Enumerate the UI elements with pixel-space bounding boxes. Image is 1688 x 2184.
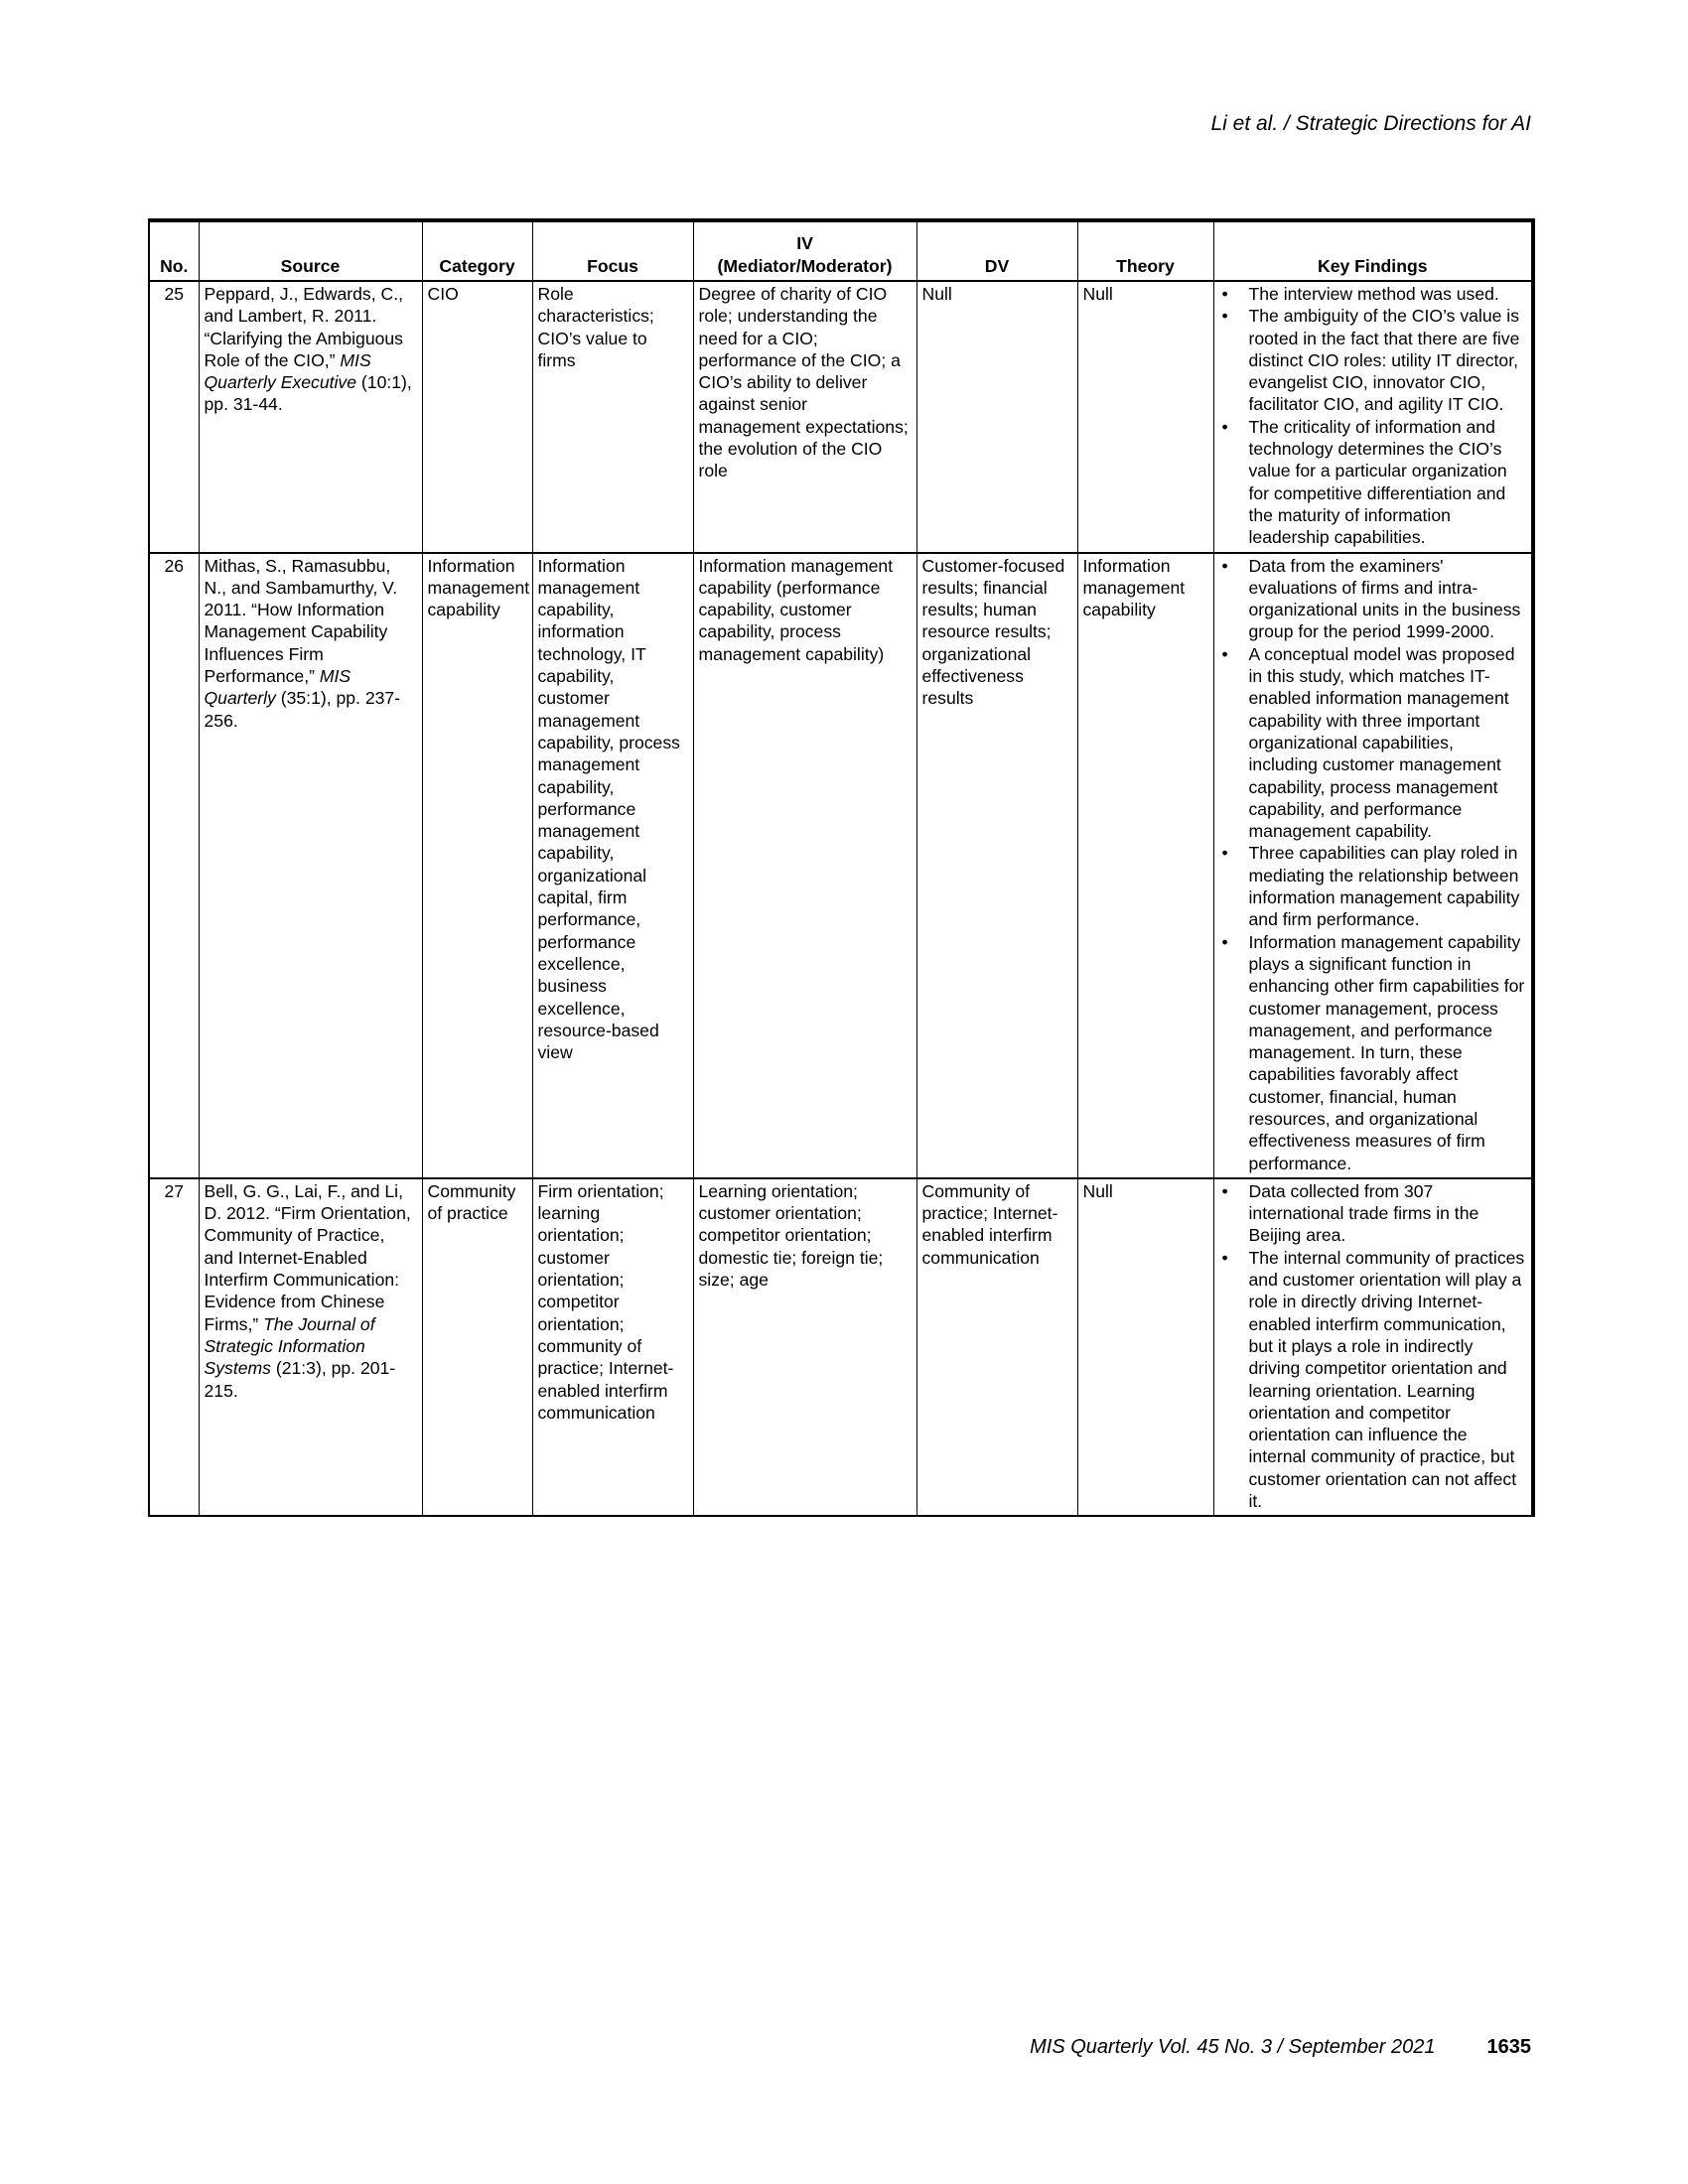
cell-iv: Learning orientation; customer orientation; competitor orientation; domestic tie; foreign tie; size; age <box>693 1178 916 1516</box>
finding-item: • Data from the examiners' evaluations of firms and intra-organizational units in the business group for the period 1999-2000. <box>1219 555 1527 643</box>
cell-key-findings <box>1213 553 1533 1178</box>
cell-dv: Null <box>916 281 1077 553</box>
literature-table-container <box>148 218 1532 1517</box>
cell-focus: Firm orientation; learning orientation; customer orientation; competitor orientation; community of practice; Internet-enabled interfirm communication <box>532 1178 693 1516</box>
header-category: Category <box>422 220 532 281</box>
finding-item: • The criticality of information and technology determines the CIO’s value for a particular organization for competitive differentiation and the maturity of information leadership capabilities. <box>1219 416 1527 549</box>
page-number: 1635 <box>1486 2036 1531 2058</box>
findings-list <box>1219 283 1527 549</box>
cell-theory: Information management capability <box>1077 553 1213 1178</box>
header-iv-label: IV <box>796 233 813 254</box>
findings-list <box>1219 555 1527 1174</box>
cell-theory: Null <box>1077 1178 1213 1516</box>
cell-focus: Role characteristics; CIO’s value to firms <box>532 281 693 553</box>
finding-item: • The interview method was used. <box>1219 283 1527 305</box>
page-footer <box>1030 2036 1531 2059</box>
findings-list <box>1219 1180 1527 1512</box>
header-source: Source <box>199 220 422 281</box>
table-row <box>149 281 1533 553</box>
cell-source <box>199 281 422 553</box>
source-journal: The Journal of Strategic Information Systems <box>204 1313 375 1379</box>
cell-dv: Community of practice; Internet-enabled interfirm communication <box>916 1178 1077 1516</box>
cell-no: 25 <box>149 281 199 553</box>
cell-source <box>199 553 422 1178</box>
cell-iv: Degree of charity of CIO role; understanding the need for a CIO; performance of the CIO; a CIO’s ability to deliver against senior management expectations; the evolution of the CIO role <box>693 281 916 553</box>
source-journal: MIS Quarterly Executive <box>204 349 371 393</box>
header-focus: Focus <box>532 220 693 281</box>
cell-dv: Customer-focused results; financial results; human resource results; organizational effectiveness results <box>916 553 1077 1178</box>
header-dv: DV <box>916 220 1077 281</box>
source-details: (21:3), pp. 201-215. <box>204 1358 396 1401</box>
source-authors: Mithas, S., Ramasubbu, N., and Sambamurthy, V. 2011. “How Information Management Capability Influences Firm Performance,” <box>204 555 398 687</box>
finding-item: • The internal community of practices and customer orientation will play a role in directly driving Internet-enabled interfirm communication, but it plays a role in indirectly driving competitor orientation and learning orientation. Learning orientation and competitor orientation can influence the internal community of practice, but customer orientation can not affect it. <box>1219 1247 1527 1513</box>
running-head: Li et al. / Strategic Directions for AI <box>1210 112 1531 135</box>
cell-iv: Information management capability (performance capability, customer capability, process management capability) <box>693 553 916 1178</box>
cell-category: CIO <box>422 281 532 553</box>
table-header <box>149 220 1533 281</box>
finding-item: • A conceptual model was proposed in this study, which matches IT-enabled information management capability with three important organizational capabilities, including customer management capability, process management capability, and performance management capability. <box>1219 643 1527 843</box>
source-details: (10:1), pp. 31-44. <box>204 372 412 415</box>
source-details: (35:1), pp. 237-256. <box>204 688 401 731</box>
finding-item: • The ambiguity of the CIO’s value is rooted in the fact that there are five distinct CIO roles: utility IT director, evangelist CIO, innovator CIO, facilitator CIO, and agility IT CIO. <box>1219 305 1527 415</box>
header-iv-sublabel: (Mediator/Moderator) <box>717 255 893 276</box>
finding-item: • Three capabilities can play roled in mediating the relationship between information management capability and firm performance. <box>1219 842 1527 930</box>
source-authors: Peppard, J., Edwards, C., and Lambert, R. 2011. “Clarifying the Ambiguous Role of the CIO,” <box>204 284 403 370</box>
cell-theory: Null <box>1077 281 1213 553</box>
table-row <box>149 553 1533 1178</box>
source-authors: Bell, G. G., Lai, F., and Li, D. 2012. “Firm Orientation, Community of Practice, and Internet-Enabled Interfirm Communication: Evidence from Chinese Firms,” <box>204 1180 411 1334</box>
header-key-findings: Key Findings <box>1213 220 1533 281</box>
literature-table <box>148 218 1535 1517</box>
cell-key-findings <box>1213 281 1533 553</box>
finding-item: • Data collected from 307 international trade firms in the Beijing area. <box>1219 1180 1527 1247</box>
table-row <box>149 1178 1533 1516</box>
cell-no: 26 <box>149 553 199 1178</box>
cell-focus: Information management capability, information technology, IT capability, customer management capability, process management capability, performance management capability, organizational capital, firm performance, performance excellence, business excellence, resource-based view <box>532 553 693 1178</box>
header-no: No. <box>149 220 199 281</box>
cell-key-findings <box>1213 1178 1533 1516</box>
finding-item: • Information management capability plays a significant function in enhancing other firm capabilities for customer management, process management, and performance management. In turn, these capabilities favorably affect customer, financial, human resources, and organizational effectiveness measures of firm performance. <box>1219 931 1527 1174</box>
source-journal: MIS Quarterly <box>204 666 352 709</box>
cell-source <box>199 1178 422 1516</box>
header-theory: Theory <box>1077 220 1213 281</box>
footer-journal: MIS Quarterly Vol. 45 No. 3 / September 2021 <box>1030 2036 1436 2058</box>
cell-category: Information management capability <box>422 553 532 1178</box>
header-iv <box>693 220 916 281</box>
cell-no: 27 <box>149 1178 199 1516</box>
cell-category: Community of practice <box>422 1178 532 1516</box>
table-body <box>149 281 1533 1516</box>
